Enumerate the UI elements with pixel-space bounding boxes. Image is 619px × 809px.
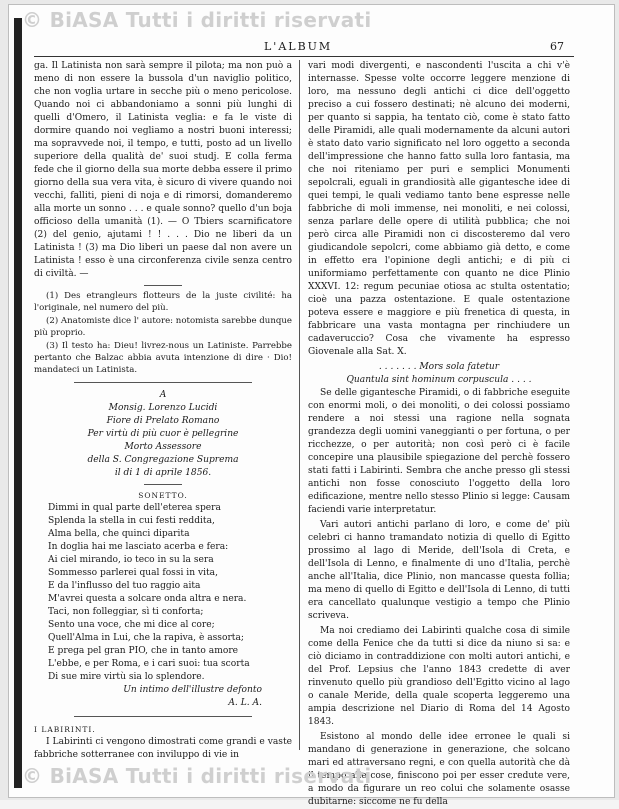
verse-line: Alma bella, che quinci diparita — [48, 529, 190, 539]
section-title: I LABIRINTI. — [34, 725, 96, 734]
right-paragraph-4: Ma noi crediamo dei Labirinti qualche cosa di simile come della Fenice che da tutti si dice da niuno si sa: e ciò diciamo in contraddizione con molti autori antichi, e del Prof. Lepsius che l'anno 1843 credette di aver rinvenuto quello più grandioso dell'Egitto vicino al lago o canale Meride, della quale scoperta leggeremo una ampia descrizione nel Diario di Roma del 14 Agosto 1843. — [308, 626, 570, 727]
signature-line: Un intimo dell'illustre defonto — [123, 685, 262, 695]
footnote-2: (2) Anatomiste dice l' autore: notomista sarebbe dunque più proprio. — [34, 316, 292, 338]
binding-edge — [14, 18, 22, 788]
latinista-text: ga. Il Latinista non sarà sempre il pilota; ma non può a meno di non essere la bussola d'un naviglio politico, che non voglia urtare in secche più o meno pericolose. Quando noi ci abbandoniamo a sonni più lunghi di quelli d'Omero, il Latinista veglia: e fa le viste di dormire quando noi vegliamo a nostri buoni interessi; ma sopravvede noi, il tempo, e tutti, posto ad un livello superiore della qualità de' suoi studj. E colla ferma fede che il giorno della sua morte debba essere il primo giorno della sua vera vita, è sicuro di vivere quando noi vecchi, falliti, pieni di noja e di rimorsi, domanderemo alla morte un sonno . . . e quale sonno? quello d'un boja officioso della umanità (1). — O Tbiers scarnificatore (2) del genio, ajutami ! ! . . . Dio ne liberi da un Latinista ! (3) ma Dio liberi un paese dal non avere un Latinista ! esso è una circonferenza civile senza centro di civiltà. — — [34, 61, 292, 279]
watermark-top: © BiASA Tutti i diritti riservati — [22, 8, 372, 32]
right-column — [308, 60, 570, 807]
column-divider — [299, 60, 300, 750]
verse-line: Sento una voce, che mi dice al core; — [48, 620, 215, 630]
right-paragraph-3: Vari autori antichi parlano di loro, e come de' più celebri ci hanno tramandato notizia di quello di Egitto prossimo al lago di Meride, dell'Isola di Creta, e dell'Isola di Lenno, e finalmente di uno d'Italia, perchè anche all'Italia, dice Plinio, non mancasse questa follia; ma meno di quello di Egitto e dell'Isola di Lenno, di tutti era cancellato qualunque vestigio a tempo che Plinio scriveva. — [308, 520, 570, 621]
verse-line: E da l'influsso del tuo raggio aita — [48, 581, 201, 591]
right-paragraph-5: Esistono al mondo delle idee erronee le quali si mandano di generazione in generazione, che solcano mari ed attraversano regni, e con quella autorità che dà il tempo alle cose, finiscono poi per esser credute vere, a modo da figurare un reo colui che solamente osasse dubitarne: siccome ne fu della — [308, 732, 570, 807]
verse-line: Splenda la stella in cui festi reddita, — [48, 516, 215, 526]
verse-line: Di sue mire virtù sia lo splendore. — [48, 672, 205, 682]
page-number: 67 — [550, 40, 564, 53]
dedication-line: Fiore di Prelato Romano — [106, 416, 220, 426]
verse-line: Sommesso parlerei qual fossi in vita, — [48, 568, 218, 578]
verse-line: Quell'Alma in Lui, che la rapiva, è assorta; — [48, 633, 244, 643]
dedication-line: della S. Congregazione Suprema — [87, 455, 239, 465]
verse-line: Dimmi in qual parte dell'eterea spera — [48, 503, 221, 513]
signature-initials: A. L. A. — [228, 698, 262, 708]
dedication — [34, 389, 292, 480]
notes-rule — [144, 285, 182, 286]
labirinti-rule — [74, 716, 252, 717]
dedication-line: il di 1 di aprile 1856. — [114, 468, 212, 478]
sonnet-title: SONETTO. — [138, 491, 188, 500]
journal-title: L'ALBUM — [264, 40, 333, 53]
verse-line: Taci, non folleggiar, sì ti conforta; — [48, 607, 204, 617]
dedication-line: Monsig. Lorenzo Lucidi — [108, 403, 218, 413]
verse-line: M'avrei questa a solcare onda altra e nera. — [48, 594, 247, 604]
header-rule — [34, 56, 574, 57]
section-rule — [74, 382, 252, 383]
labirinti-intro: I Labirinti ci vengono dimostrati come grandi e vaste fabbriche sotterranee con inviluppo di vie in — [34, 737, 292, 760]
verse-line: L'ebbe, e per Roma, e i cari suoi: tua scorta — [48, 659, 250, 669]
verse-line: In doglia hai me lasciato acerba e fera: — [48, 542, 229, 552]
right-paragraph-2: Se delle gigantesche Piramidi, o di fabbriche eseguite con enormi moli, o dei monoliti, o dei colossi possiamo rendere a noi stessi una ragione nella sognata grandezza degli uomini vaneggianti o per fortuna, o per ricchezze, o per autorità; non così però ci è facile concepire una plausibile spiegazione del perchè fossero stati fatti i Labirinti. Sembra che anche presso gli stessi antichi non fosse conosciuto l'oggetto della loro edificazione, mentre nello stesso Plinio si legge: Causam faciendi varie interpretatur. — [308, 388, 570, 515]
dedication-line: A — [159, 390, 167, 400]
verse-line: E prega pel gran PIO, che in tanto amore — [48, 646, 239, 656]
watermark-bottom: © BiASA Tutti i diritti riservati — [22, 764, 372, 788]
sonnet-rule — [144, 484, 182, 485]
left-column — [34, 60, 292, 760]
right-paragraph-1: vari modi divergenti, e nascondenti l'uscita a chi v'è internasse. Spesse volte occorre leggere menzione di loro, ma nessuno degli antichi ci dice dell'oggetto preciso a cui fossero destinati; nè alcuno dei moderni, per quanto si sappia, ha tentato ciò, come è stato fatto delle Piramidi, alle quali modernamente da alcuni autori è stato dato vario significato nel loro oggetto a seconda dell'impressione che hanno fatto sulla loro fantasia, ma che noi riteniamo per puri e semplici Monumenti sepolcrali, eguali in grandiosità alle gigantesche idee di quei tempi, le quali vediamo tanto bene espresse nelle fabbriche di moli immense, nei monoliti, e nei colossi, senza parlare delle opere di utilità pubblica; che noi però circa alle Piramidi non ci discosteremo dal vero giudicandole sepolcri, come abbiamo già detto, e come in effetto era l'opinione degli antichi; e di più ci uniformiamo perfettamente con quanto ne dice Plinio XXXVI. 12: regum pecuniae otiosa ac stulta ostentatio; cioè una pazza ostentazione. E quale ostentazione poteva essere e maggiore e più frenetica di questa, in fabbricare una vasta montagna per rinchiudere un cadaveruccio? Cosa che vivamente ha espresso Giovenale alla Sat. X. — [308, 61, 570, 357]
sonnet-verses — [34, 502, 292, 684]
footnote-3: (3) Il testo ha: Dieu! livrez-nous un Latiniste. Parrebbe pertanto che Balzac abbia avuta intenzione di dire · Dio! mandateci un Latinista. — [34, 341, 292, 375]
epigraph-line-2: Quantula sint hominum corpuscula . . . . — [346, 375, 532, 385]
epigraph-line-1: . . . . . . . Mors sola fatetur — [378, 362, 500, 372]
verse-line: Ai ciel mirando, io teco in su la sera — [48, 555, 214, 565]
dedication-line: Morto Assessore — [124, 442, 202, 452]
footnote-1: (1) Des etrangleurs flotteurs de la juste civilité: ha l'originale, nel numero del più. — [34, 291, 292, 313]
dedication-line: Per virtù di più cuor è pellegrine — [87, 429, 239, 439]
